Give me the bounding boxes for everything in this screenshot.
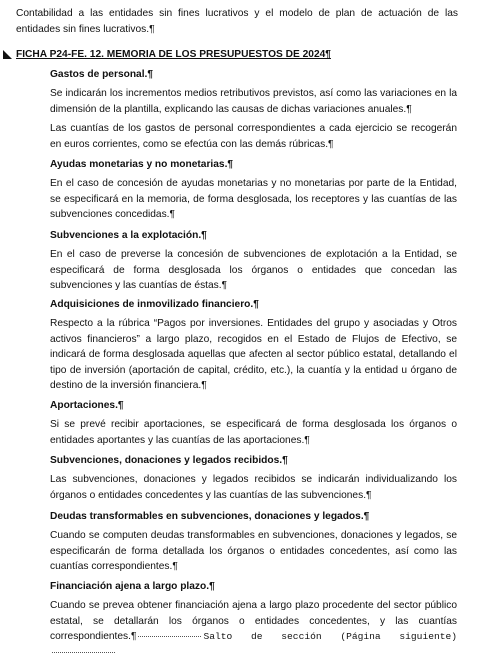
paragraph-aportaciones: Si se prevé recibir aportaciones, se especificará de forma desglosada los órganos o entidades aportantes y las cuantías de las aportaciones.¶ xyxy=(50,419,457,446)
paragraph-ayudas: En el caso de concesión de ayudas monetarias y no monetarias por parte de la Entidad, se especificará en la memoria, de forma desglosada, los receptores y las cuantías de las subvenciones concedidas.¶ xyxy=(50,178,457,221)
paragraph-adquisiciones: Respecto a la rúbrica “Pagos por inversiones. Entidades del grupo y asociadas y Otros activos financieros” a largo plazo, recogidos en el Estado de Flujos de Efectivo, se indicará de forma desglosada aquellas que afecten al sector público estatal, detallando el tipo de inversión (aportación de capital, crédito, etc.), la cuantía y la entidad u órgano de destino de la inversión financiera.¶ xyxy=(50,318,457,392)
heading-gastos-personal: Gastos de personal.¶ xyxy=(50,69,154,80)
section-title: FICHA P24-FE. 12. MEMORIA DE LOS PRESUPUESTOS DE 2024¶ xyxy=(16,49,331,60)
collapse-triangle-icon[interactable] xyxy=(3,50,12,59)
paragraph-deudas-transformables: Cuando se computen deudas transformables en subvenciones, donaciones y legados, se especificarán de forma detallada los órganos o entidades concedentes, así como las cuantías correspondientes.¶ xyxy=(50,530,457,573)
heading-financiacion: Financiación ajena a largo plazo.¶ xyxy=(50,581,215,592)
section-break-label: Salto de sección (Página siguiente) xyxy=(203,631,457,643)
heading-aportaciones: Aportaciones.¶ xyxy=(50,400,124,411)
heading-subvenciones-explotacion: Subvenciones a la explotación.¶ xyxy=(50,230,207,241)
intro-paragraph: Contabilidad a las entidades sin fines lucrativos y el modelo de plan de actuación de las entidades sin fines lucrativos.¶ xyxy=(16,8,458,35)
section-break-line-left xyxy=(138,636,201,637)
paragraph-gastos-personal-1: Se indicarán los incrementos medios retributivos previstos, así como las variaciones en la dimensión de la plantilla, explicando las causas de dichas variaciones anuales.¶ xyxy=(50,88,457,115)
heading-subvenciones-donaciones: Subvenciones, donaciones y legados recibidos.¶ xyxy=(50,455,288,466)
paragraph-gastos-personal-2: Las cuantías de los gastos de personal correspondientes a cada ejercicio se recogerán en euros corrientes, como se efectúa con las demás rúbricas.¶ xyxy=(50,123,457,150)
section-break-line-right xyxy=(52,652,115,653)
paragraph-subvenciones-explotacion: En el caso de preverse la concesión de subvenciones de explotación a la Entidad, se especificará de forma desglosada los órganos o entidades que concedan las subvenciones y las cuantías de éstas.¶ xyxy=(50,249,457,292)
heading-ayudas: Ayudas monetarias y no monetarias.¶ xyxy=(50,159,234,170)
heading-deudas-transformables: Deudas transformables en subvenciones, donaciones y legados.¶ xyxy=(50,511,370,522)
heading-adquisiciones: Adquisiciones de inmovilizado financiero.¶ xyxy=(50,299,259,310)
paragraph-subvenciones-donaciones: Las subvenciones, donaciones y legados recibidos se indicarán individualizando los órganos o entidades concedentes y las cuantías de las subvenciones.¶ xyxy=(50,474,457,501)
paragraph-financiacion-text: Cuando se prevea obtener financiación ajena a largo plazo procedente del sector público estatal, se detallarán los órganos o entidades concedentes, y las cuantías correspondientes.¶ xyxy=(50,600,457,643)
